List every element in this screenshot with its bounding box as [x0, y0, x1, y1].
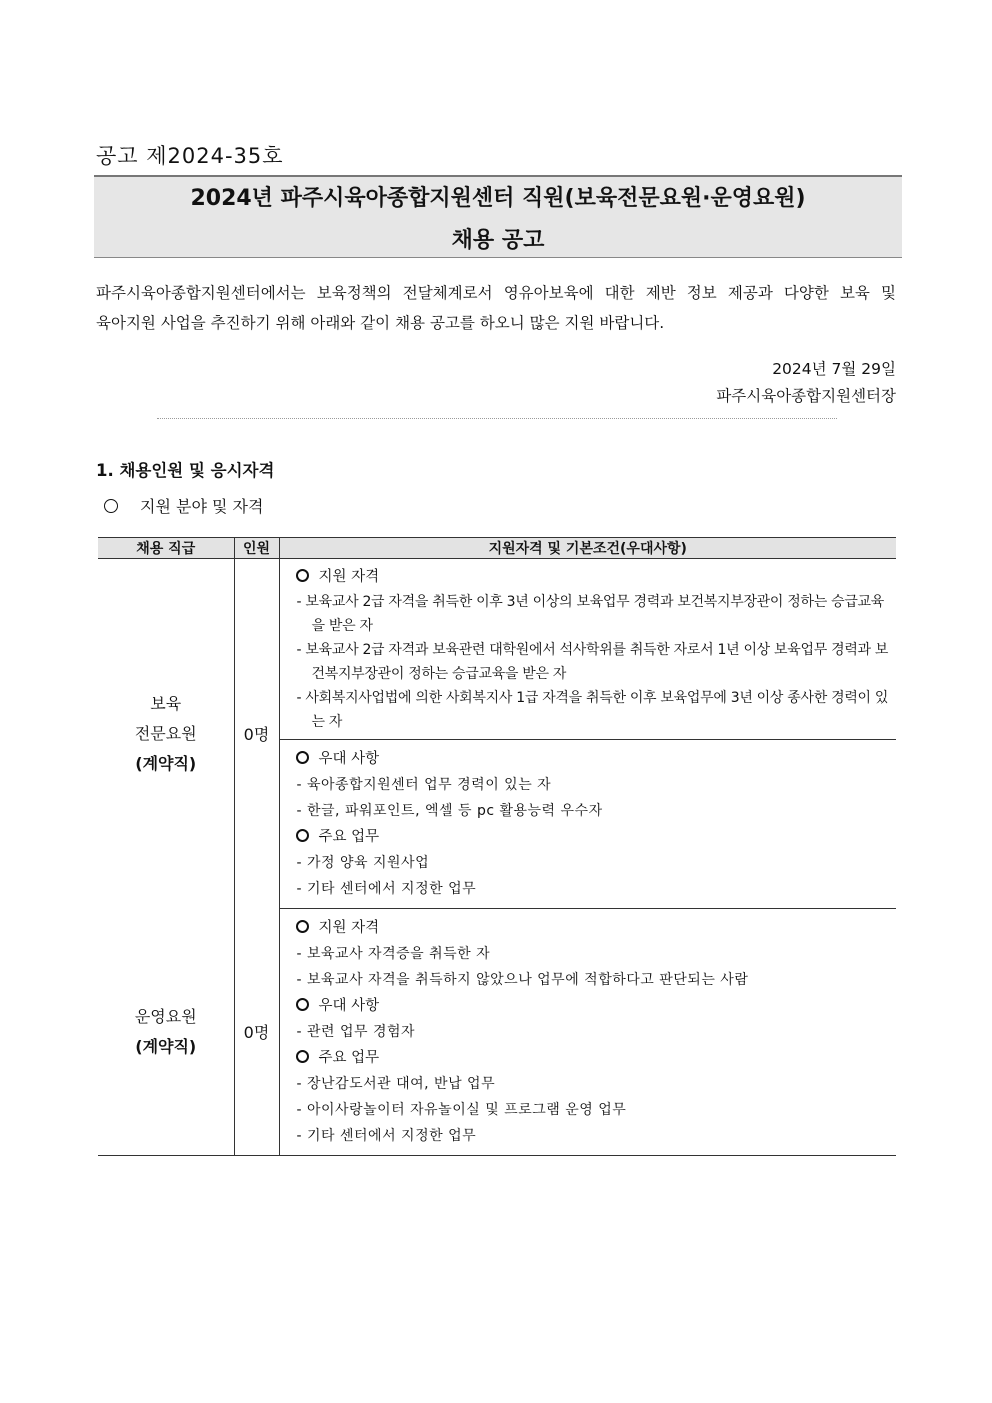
count-cell: 0명	[234, 559, 279, 909]
list-item: - 보육교사 자격을 취득하지 않았으나 업무에 적합하다고 판단되는 사람	[296, 972, 749, 988]
ring-bullet-icon	[296, 751, 309, 764]
ring-bullet-icon	[296, 569, 309, 582]
list-item: - 사회복지사업법에 의한 사회복지사 1급 자격을 취득한 이후 보육업무에 3년 이상 종사한 경력이 있는 자	[296, 690, 889, 730]
position-cell	[98, 909, 234, 1156]
signatory: 파주시육아종합지원센터장	[716, 387, 896, 405]
list-item: - 육아종합지원센터 업무 경력이 있는 자	[296, 777, 552, 793]
table-row	[98, 909, 896, 1156]
list-item: - 관련 업무 경험자	[296, 1024, 416, 1040]
announcement-date: 2024년 7월 29일	[772, 360, 896, 378]
position-name: 운영요원	[134, 1006, 197, 1026]
dotted-divider	[157, 418, 837, 419]
intro-paragraph: 파주시육아종합지원센터에서는 보육정책의 전달체계로서 영유아보육에 대한 제반 정보 제공과 다양한 보육 및 육아지원 사업을 추진하기 위해 아래와 같이 채용 공고를 하오니 많은 지원 바랍니다.	[96, 284, 897, 332]
document-subtitle: 채용 공고	[451, 228, 545, 253]
list-item: - 장난감도서관 대여, 반납 업무	[296, 1076, 496, 1092]
document-title: 2024년 파주시육아종합지원센터 직원(보육전문요원·운영요원)	[190, 186, 806, 211]
ring-bullet-icon	[296, 829, 309, 842]
list-item: - 기타 센터에서 지정한 업무	[296, 881, 477, 897]
position-name: 보육	[150, 693, 182, 713]
position-name-2: 전문요원	[134, 723, 197, 743]
duties-heading: 주요 업무	[290, 824, 897, 850]
list-item: - 보육교사 2급 자격을 취득한 이후 3년 이상의 보육업무 경력과 보건복지부장관이 정하는 승급교육을 받은 자	[296, 594, 885, 634]
recruitment-table	[98, 537, 896, 1156]
title-banner	[94, 175, 902, 258]
header-qualification: 지원자격 및 기본조건(우대사항)	[279, 538, 896, 559]
contract-type: (계약직)	[135, 753, 197, 773]
subsection-title	[104, 494, 263, 517]
contract-type: (계약직)	[135, 1036, 197, 1056]
table-header-row	[98, 538, 896, 559]
list-item: - 아이사랑놀이터 자유놀이실 및 프로그램 운영 업무	[296, 1102, 627, 1118]
qualification-heading: 지원 자격	[290, 915, 897, 941]
position-cell	[98, 559, 234, 909]
subsection-label: 지원 분야 및 자격	[140, 497, 264, 516]
list-item: - 기타 센터에서 지정한 업무	[296, 1128, 477, 1144]
count-cell: 0명	[234, 909, 279, 1156]
list-item: - 보육교사 2급 자격과 보육관련 대학원에서 석사학위를 취득한 자로서 1년 이상 보육업무 경력과 보건복지부장관이 정하는 승급교육을 받은 자	[296, 642, 889, 682]
duties-heading: 주요 업무	[290, 1045, 897, 1071]
ring-bullet-icon	[296, 998, 309, 1011]
circle-bullet-icon	[104, 499, 118, 513]
list-item: - 한글, 파워포인트, 엑셀 등 pc 활용능력 우수자	[296, 803, 603, 819]
qualification-heading: 지원 자격	[290, 564, 897, 590]
list-item: - 가정 양육 지원사업	[296, 855, 430, 871]
qualification-cell	[279, 559, 896, 740]
ring-bullet-icon	[296, 1050, 309, 1063]
section-title: 1. 채용인원 및 응시자격	[96, 461, 275, 480]
header-position: 채용 직급	[98, 538, 234, 559]
preference-heading: 우대 사항	[290, 993, 897, 1019]
ring-bullet-icon	[296, 920, 309, 933]
header-count: 인원	[234, 538, 279, 559]
preference-cell	[279, 740, 896, 909]
table-row	[98, 559, 896, 740]
notice-number: 공고 제2024-35호	[96, 144, 284, 168]
preference-heading: 우대 사항	[290, 746, 897, 772]
qualification-cell	[279, 909, 896, 1156]
list-item: - 보육교사 자격증을 취득한 자	[296, 946, 491, 962]
